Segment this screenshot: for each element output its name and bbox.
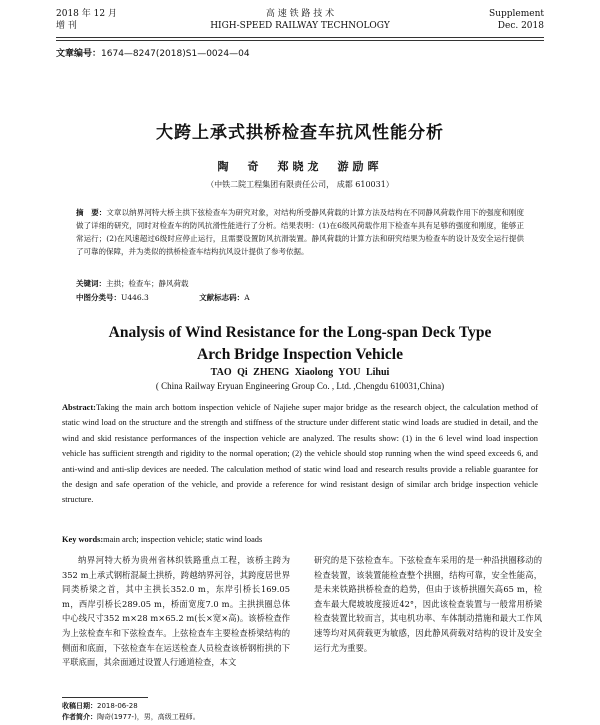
header-right [489,8,544,32]
received-value: 2018-06-28 [97,702,138,710]
title-chinese: 大跨上承式拱桥检查车抗风性能分析 [156,123,444,143]
doc-code [199,293,273,302]
doc-code-value: A [244,293,250,302]
author-bio-label: 作者简介： [62,713,97,721]
authors-english: TAO Qi ZHENG Xiaolong YOU Lihui [210,367,390,378]
keywords-chinese [76,278,189,289]
title-en-line1: Analysis of Wind Resistance for the Long-span Deck Type [108,324,492,341]
abstract-en-text: Taking the main arch bottom inspection vehicle of Najiehe super major bridge as the research object, the calculation method of static wind load on the structure and the strength and stiffness of the structure under different static wind loads are studied in detail, and the wind and skid resistance performances of the inspection vehicle are analyzed. The results show: (1) in the 6 level wind load inspection vehicle has sufficient strength and rigidity to the normal operation; (2) the vehicle should stop running when the wind speed exceeds 6, and anti-wind and anti-slip devices are needed. The calculation method of static wind load and research results provide a reliable guarantee for the design and safe operation of the vehicle, and provide a reference for wind resistant design of similar arch bridge inspection vehicle structure. [62,403,538,505]
received-label: 收稿日期： [62,702,97,710]
abstract-chinese [76,206,524,258]
keywords-cn-label: 关键词： [76,279,106,288]
footnote-author [62,712,200,722]
abstract-cn-label: 摘 要： [76,208,107,217]
clc-value: U446.3 [121,293,149,302]
article-number [56,46,250,59]
running-header [56,8,544,36]
clc-label: 中图分类号： [76,293,121,302]
journal-name-cn: 高 速 铁 路 技 术 [265,9,335,19]
header-date-en: Dec. 2018 [497,21,544,31]
keywords-cn-text: 主拱；检查车；静风荷载 [106,279,189,288]
keywords-english [62,535,262,544]
clc-number [76,293,173,302]
abstract-english [62,400,538,508]
keywords-en-label: Key words: [62,535,104,544]
body-right-paragraph: 研究的是下弦检查车。下弦检查车采用的是一种沿拱圈移动的检查装置，该装置能检查整个拱圈，结构可靠，安全性能高，是未来铁路拱桥检查的趋势，但由于该桥拱圈矢高65 m，检查车最大爬坡坡度接近42°，因此该检查装置与一般常用桥梁检查装置比较而言，其电机功率、车体制动措施和最大工作风速等均对风荷载更为敏感，因此静风荷载对结构的设计及安全运行尤为重要。 [314,555,542,653]
footnote-rule [62,697,148,698]
header-issue: 增 刊 [56,21,77,31]
doc-code-label: 文献标志码： [199,293,245,302]
title-en-line2: Arch Bridge Inspection Vehicle [197,346,403,363]
article-number-value: 1674—8247(2018)S1—0024—04 [101,49,250,59]
footnote-received [62,701,138,711]
body-column-right [314,553,542,655]
abstract-en-label: Abstract: [62,403,96,412]
abstract-cn-text: 文章以纳界河特大桥主拱下弦检查车为研究对象，对结构所受静风荷载的计算方法及结构在不同静风荷载作用下的强度和刚度做了详细的研究，同时对检查车的防风抗滑性能进行了分析。结果表明：(1)在6级风荷载作用下检查车具有足够的强度和刚度，能够正常运行；(2)在风速超过6级时应停止运行，且需要设置防风抗滑装置。静风荷载的计算方法和研究结果为检查车的设计及安全运行提供了可靠的保障，并为类似的拱桥检查车结构抗风设计提供了参考依据。 [76,208,525,256]
body-column-left: 纳界河特大桥为贵州省林织铁路重点工程，该桥主跨为352 m上承式钢桁混凝土拱桥，跨越纳界河谷，其跨度居世界同类桥梁之首，其中主拱长352.0 m，东岸引桥长169.05 m，西岸引桥长289.05 m，桥面宽度7.0 m。主拱拱圈总体中心线尺寸352 m×28 m×65.2 m(长×宽×高)。该桥检查作为上弦检查车和下弦检查车。上弦检查车主要检查桥梁结构的侧面和底面，下弦检查车在运送检查人员检查该桥钢桁拱的下平联底面，其余面通过设置人行通道检查，本文 [62,555,290,668]
header-supplement: Supplement [489,9,544,19]
article-number-label: 文章编号： [56,49,102,59]
affiliation-chinese: （中铁二院工程集团有限责任公司， 成都 610031） [206,180,394,189]
header-date: 2018 年 12 月 [56,9,117,19]
journal-name-en: HIGH-SPEED RAILWAY TECHNOLOGY [210,21,390,31]
header-rule [56,37,544,41]
classification-chinese [76,292,298,303]
authors-chinese: 陶 奇 郑晓龙 游励晖 [217,160,383,173]
affiliation-english: ( China Railway Eryuan Engineering Group Co. , Ltd. ,Chengdu 610031,China) [155,381,445,391]
header-journal [56,8,544,32]
title-english [0,322,600,366]
keywords-en-text: main arch; inspection vehicle; static wind loads [103,535,263,544]
author-bio-value: 陶奇(1977-)，男，高级工程师。 [97,713,200,721]
